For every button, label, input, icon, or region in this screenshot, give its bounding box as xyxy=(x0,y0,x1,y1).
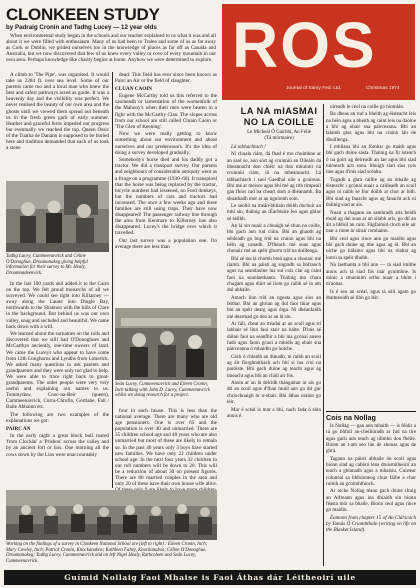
photo-research-image xyxy=(115,308,217,380)
paragraph: Bhí sé ina lá chomh breá agus a chonaic mé riamh. Bhí na páistí ag súgradh sa bhfraoch agus na seandaoine ina suí cois claí ag caint faoi na seanlaethanta. Tháinig mo chara chugam agus dúirt sé liom go raibh sé in am dul abhaile. xyxy=(227,255,321,294)
paragraph: Bhí ceol agus rince ann go maidin agus bhí gach duine ag ithe agus ag ól. Bhí an oíche go hálainn agus bhí na réaltaí ag lonrú sa spéir dhubh. xyxy=(326,235,416,261)
masthead-logo: ROS xyxy=(232,9,377,81)
paragraph: Tugadh a ghrá caillte ag an mbaile ag éisteacht i gcónaí nuair a cailleadh an scoil agus ní raibh sé fíor dóibh ar chor ar bith. Bhí siad ag fanacht agus ag fanacht ach ní tháinig siad ar ais. xyxy=(326,176,416,209)
masthead-issue-date: Christmas 1974 xyxy=(366,86,400,91)
subheading: CLUAN CAOIN xyxy=(115,85,153,92)
christmas-greeting-banner: Guímid Nollaig Faoi Mhaise is Faoi Áthas dár Léitheoirí uile xyxy=(4,570,416,585)
title-line-2: NO LA COILLE xyxy=(243,117,315,127)
paragraph: A climb to 'The Pipe', was organised. It would take us 2284 ft. over sea level. Some of our parents came too and a local man who knew the best and safest pathways acted as guide. It was a heavenly day and the visibility was perfect. We never realised the beauty of our own area and the ghosts until we viewed them spread out beneath us in the fresh green garb of early summer. Heather and graceful ferns impeded our progress but eventually we reached the top. Queen Ossic of the Tuatha de Danann is supposed to be buried here and tradition demanded that each of us took a stone xyxy=(6,72,109,152)
intro-text xyxy=(6,33,216,71)
paragraph: Éamonn from chapter 15 of An Clárscach by Tomás Ó Criomhthain (writing on life on the Blasket Island). xyxy=(326,514,416,534)
paragraph: Now we were really getting to know something about our environment and about ourselves and our predecessors. It's the idea of doing a survey developed gradually. xyxy=(115,131,217,156)
paragraph: Le seoltó na meán-bhliain dóibh dochuir an mhí sin, tháinig an tÉachtaire leo agus ghlac sé seilbh. xyxy=(227,203,321,222)
paragraph: Somebody's horse died and his daddy got a tractor. We did a transport survey. Our parents and neighbours of considerable antiquity went as a fringe on a programme (1930–60). It transpired that the horse was being replaced by the tractor, bicycle numbers had lessened, no Ford donkeys, but the numbers of cars and tractors had increased. The once a few weeks ago and three families are still using traps. They have now disappeared! The passenger railway line through the area from Kenmare to Killorney has also disappeared. Lucey's the bridge over which it travelled. xyxy=(115,157,217,237)
paragraph: Ansin ar an lá deiridh thángamar ar ais go dtí an scoil agus d'fhan muid ann go dtí gur chríochnaigh ár n-obair. Bhí áthas orainn go léir. xyxy=(227,380,321,406)
paragraph: Lá tabhachtach ! xyxy=(231,144,266,150)
paragraph: Our last survey was a population one. On average there are less than xyxy=(115,237,217,251)
paragraph: Is Nollag — gan aon mhaith — is féidir a rá go bhfuil an-cheiliúradh ar fud na tíre agus gach aon teach ag ullmhú don fhéile. Bíonn an t-am seo lán de shonas agus de ghrá. xyxy=(326,423,416,455)
paragraph: The following are two examples of the explanations we got: xyxy=(6,411,109,425)
col1-text xyxy=(6,72,109,180)
photo-school-findings-image xyxy=(6,490,217,540)
paragraph: Ba dheas an rud a bheith ag éisteacht leis na héin agus a bheith ag caint leis na daoine a bhí ag obair sna páirceanna. Bhí an talamh glas agus bhí na crainn lán de dhuilleoga. xyxy=(326,111,416,143)
paragraph: four in each house. This is less than the national average. There are many who are old age pensioners. One is over 65 and the population is over 40 and unmarried. There are 35 children school age and 40 years who are also unmarried but most of these are likely to remain so. In the past 40 years only 3 boys have started new families. We have only 22 children under school age. In the next four years 32 children in our roll numbers will be down to 20. This will be a reduction of about 30 on present figures. There are 80 married couples in the area and only 20 of these have their own house wife alive. xyxy=(115,408,217,488)
col2b-text xyxy=(115,408,217,488)
paragraph: dead. This field has ever since been known as Pairc an Air or the field of slaughter. xyxy=(115,72,217,85)
paragraph: Nuair a thagann an samhradh arís beidh muid ag dul suas ar an sliabh arís, go dtí an áit a bhfuil an carn. Fágfaimid cloch eile air mar a rinne ár sinsir romhainn. xyxy=(326,209,416,235)
author-line-2: (Tá mórmaire) xyxy=(264,136,294,141)
article-title-irish xyxy=(233,106,325,128)
article-author xyxy=(233,130,325,142)
paragraph: In the last 100 yards and added it to the Cairn on the top. We felt proud monarchs of all we surveyed. We could see right into Killarney — away along the Laune into Dingle Bay, northwards to the Shannon with the hills of Clare in the background. But behind us was our own valley, snug and secluded and beautiful. We came back down with a will. xyxy=(6,281,110,330)
irish-col-b xyxy=(326,104,416,408)
title-line-1: LA NA mIASMAI xyxy=(240,106,318,116)
photo-survey-interview xyxy=(6,181,109,252)
subheading: PAIRC AN xyxy=(6,425,31,432)
photo-research xyxy=(115,308,217,380)
paragraph: In the early night a great block bull roared 'from Clochán' a 'Prisbon' across the valley and by an ancient fort or lios. One morning all the cows down by the Lios were unaccountably xyxy=(6,433,109,458)
paragraph: Ar fáil, cheat an tréadaí ar an scoil agus trí labhair sé linn faoi stair na háite. D'inis sé dúinn faoi na seanfhir a bhí ina gcónaí anseo fadó agus faoin gcaoi a mbídís ag obair sna páirceanna ó mhaidin go hoíche. xyxy=(227,321,321,353)
paragraph: We learned about the surnames on the rolls and discovered that we still had O'Donoghues and McCarthys anciently, one-time owners of land. We came the Luceys who appear to have come from 12th Longhorns and Lyndhs from Limerick. We asked many questions to ask parents and grandparents and they were only too glad to help. We were able to trace right back to great-grandparents. The older people were very very useful and explaining our names to us. Tommydaw, Cnoc-na-Beir (queen), Cummeenavrick, Curra-Chrofin, Gortlahe, Fall / Baile Abhainn etc. xyxy=(6,331,109,411)
intro-paragraph: When environmental study began in the schools and our teacher explained to us what it was and all about it we were filled with enthusiasm. Many of us had been to Tralee and some of us as far away as Cork or Dublin, we prided ourselves too in the knowledge of places as far off as Canada and Australia, but we now discovered that few of us knew every valley or cove of every mountain in our own area. Perhaps knowledge like charity begins at home. Anyhow we were determined to explore. xyxy=(6,33,216,64)
column-rule xyxy=(323,104,324,566)
paragraph: Is é seo an scéal, agus tá súil agam go dtaitneoidh sé libh go léir. xyxy=(326,288,416,301)
article-byline: by Padraig Cronin and Tadhg Lucey — 12 year olds xyxy=(6,24,157,31)
photo-school-findings xyxy=(6,490,217,540)
nollag-text xyxy=(326,423,416,565)
irish-col-a xyxy=(227,144,321,564)
paragraph: An lá sin nuair a chuaigh sé chun na coille, bhí gach aon rud ciúin. Bhí an ghaoth ag séideadh go bog tríd na crainn agus bhí na héin ag canadh. D'fhéach mé suas agus chonaic mé an spéir ghorm tríd na duilleoga. xyxy=(227,223,321,255)
col1b-text xyxy=(6,281,109,487)
paragraph: Mar é scéal is mar a bhí, nach fada ó shin anois é. xyxy=(227,406,321,419)
photo2-caption: Seán Lucey, Cummeenavrick and Eileen Cronin, Inch talking with John D. Lucey, Cummeenavrick whilst we doing research for a project. xyxy=(115,382,210,399)
photo1-caption: Tadhg Lucey, Cummeenavrick and Céline O'Donoghue, Droumanakeg giving helpful information for their survey to Mr. Healy, Droumnadeenvick. xyxy=(6,254,88,276)
paragraph: Amach linn tríd an ngeata agus síos an bóthar. Bhí an ghrian ag dul faoi thiar agus bhí an spéir dearg agus órga. Ní dhéanfaidh mé dearmad go deo ar an lá sin. xyxy=(227,294,321,320)
section-heading: Cois na Nollag xyxy=(326,411,416,422)
paragraph: Ní chuala riám, dá fhad é mo chuimhne ar an saol so, aon sórt ag cruinniú an Oileáin dá bheannacht don chléir ná don mhuintir ná cruinniú riám, lá na mbeannacht. Lá tábhachtach i saol Gaedhal uile a gcuireas. Bhí mé ar meisce agus bhí mé ag rith timpeall gan fhios cad ba cheart dom a dhéanamh. Ba shuathadh mór ar an ngníomh soin. xyxy=(227,151,321,202)
paragraph: Na laethanta a bhí ann — tá siad imithe anois ach tá siad fós inár gcuimhne. Is minic a smaoiním orthu nuair a bhím i m'aonar. xyxy=(326,262,416,288)
photo-survey-interview-image xyxy=(6,181,109,252)
paragraph: I mbliana bhí an fómhar go maith agus bhí gach duine sásta. Tháinig na fir isteach ó na goirt ag deireadh an lae agus bhí siad tuirseach ach sona. Shuigh siad síos cois tine agus d'inis siad scéalta. xyxy=(326,144,416,176)
masthead-subtitle: Journal of Sanry Fed. Ltd. xyxy=(286,86,342,91)
author-line-1: Le Micheál Ó Gairbhí, An Féile xyxy=(247,130,311,135)
column-rule xyxy=(112,72,113,488)
article-title: CLONKEEN STUDY xyxy=(6,5,160,24)
col2-text xyxy=(115,72,217,306)
paragraph: oireadh le ceol na coille go hiomlán. xyxy=(330,104,405,110)
photo3-caption: Working on the findings of a survey in Clonkeen National School are (left to right) : Eileen Cronin, Inch; Mary Cowley, Inch; Patrick Cronin, Knockanabos; Kathleen Fahey, Knockanabos; Céline O'Donoghue, Droumanakeg; Tadhg Lucey, Cummeenavrick and on left Nigel Healy, Rathcoleen and Seán Lucey, Cummeenavrick. xyxy=(6,542,208,564)
paragraph: Cách ó chlaidh an dúnadh, ní raibh an scoil ag áit fíorghnóthach ach bhí sí ina croí na paróiste. Bhí gach duine ag teacht agus ag imeacht agus bhí an cháil air fós. xyxy=(227,353,321,379)
paragraph: Eugene McCarthy told us this referred to the caoineadh or lamentation of the womenfolk of the Mahony's when their men were beaten in a fight with the McCarthy Clan. The slopes across from our school are still called Cluain Caoin or 'The Glen of Keening'. xyxy=(115,93,217,130)
paragraph: Ar oíche Nollag téann gach duine chuig an Aifreann agus ina dhiaidh sin bíonn féasta mór sa bhaile. Bíonn ceol agus rince go maidin. xyxy=(326,488,416,514)
paragraph: Tagann na páistí abhaile ón scoil agus bíonn siad ag cabhrú lena dtuismitheoirí an teach a ghlanadh agus a mhaisiú. Cuirtear coinneal sa bhfuinneog chun fáilte a chur roimh an gcoimhthíoch. xyxy=(326,455,416,487)
